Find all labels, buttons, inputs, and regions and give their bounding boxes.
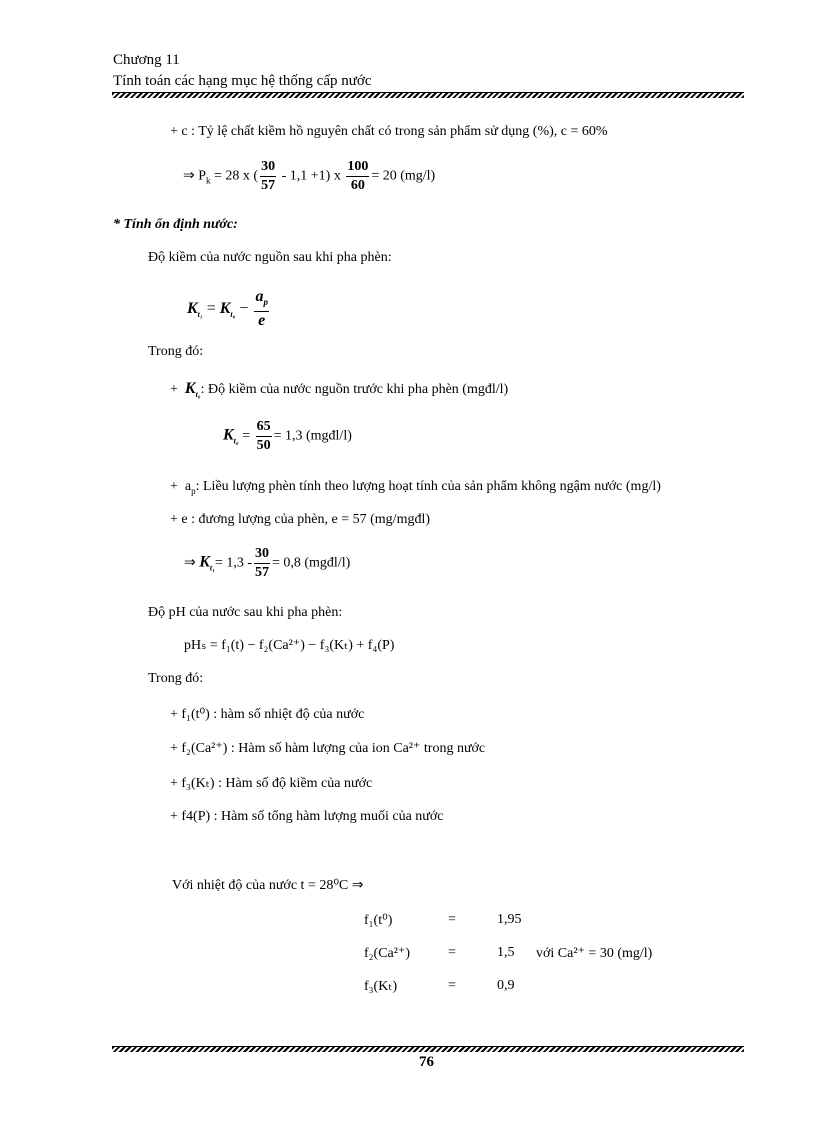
- kt0-calculation: $K_{t_0}$ = $\frac{65}{50}$ = 1,3 (mgđl/l): [223, 419, 352, 453]
- value-val: 0,9: [497, 978, 515, 993]
- kt1-result: = 0,8 (mgđl/l): [271, 555, 351, 571]
- value-note: với Ca²⁺ = 30 (mg/l): [536, 946, 653, 961]
- k-num-sub: p: [263, 297, 268, 308]
- kt1-num: 30: [254, 545, 270, 564]
- kt0-description: + $K_{t_0}$: Độ kiềm của nước nguồn trước khi pha phèn (mgđl/l): [170, 380, 509, 399]
- pk-formula: [183, 158, 435, 195]
- value-name: f₂(Ca²⁺): [364, 946, 411, 961]
- where-label-2: Trong đó:: [148, 671, 204, 686]
- kt1-den: 57: [254, 565, 269, 580]
- kt0-fraction: [256, 418, 272, 455]
- k-eq: =: [202, 299, 220, 317]
- k-lhs: K: [187, 299, 198, 317]
- f-list-item: + f₃(Kₜ) : Hàm số độ kiềm của nước: [170, 776, 373, 791]
- chapter-label: Chương 11: [113, 52, 180, 68]
- f-list-item: + f₂(Ca²⁺) : Hàm số hàm lượng của ion Ca²⁺ trong nước: [170, 741, 486, 756]
- value-val: 1,5: [497, 945, 515, 960]
- header-divider: [112, 92, 744, 98]
- kt0-calc-sub: t₀: [233, 436, 239, 446]
- page-number: 76: [419, 1054, 434, 1070]
- kt1-symbol-sub: t₁: [209, 563, 215, 573]
- pk-sub: k: [206, 175, 211, 186]
- kt0-calc-symbol: K: [223, 426, 234, 444]
- value-eq: =: [448, 912, 456, 927]
- value-name: f₃(Kₜ): [364, 979, 398, 994]
- value-eq: =: [448, 978, 456, 993]
- kt1-fraction: [254, 545, 270, 582]
- pk-fraction-2: [346, 158, 369, 195]
- k-lhs-sub: t₁: [197, 309, 203, 319]
- alkalinity-intro: Độ kiềm của nước nguồn sau khi pha phèn:: [148, 250, 392, 265]
- f-list-item: + f₁(t⁰) : hàm số nhiệt độ của nước: [170, 707, 365, 722]
- alkalinity-formula: [187, 288, 271, 330]
- where-label-1: Trong đó:: [148, 344, 204, 359]
- pk-frac2-num: 100: [346, 158, 369, 177]
- pk-frac1-num: 30: [260, 158, 276, 177]
- c-description: + c : Tỷ lệ chất kiềm hồ nguyên chất có trong sản phẩm sử dụng (%), c = 60%: [170, 124, 608, 139]
- temperature-line: Với nhiệt độ của nước t = 28⁰C ⇒: [172, 878, 364, 893]
- k-fraction: [254, 288, 269, 330]
- ph-formula: pHₛ = f₁(t) − f₂(Ca²⁺) − f₃(Kₜ) + f₄(P): [184, 638, 395, 653]
- kt0-symbol: K: [184, 380, 196, 397]
- section-title: * Tính ổn định nước:: [113, 217, 238, 232]
- kt0-result: = 1,3 (mgđl/l): [273, 428, 352, 444]
- f-list-item: + f4(P) : Hàm số tổng hàm lượng muối của nước: [170, 809, 444, 824]
- pk-result: = 20 (mg/l): [371, 168, 436, 184]
- kt1-part1: = 1,3 -: [214, 555, 252, 571]
- e-description: + e : đương lượng của phèn, e = 57 (mg/mgđl): [170, 512, 431, 527]
- k-minus: −: [235, 299, 253, 317]
- pk-part2: - 1,1 +1) x: [278, 168, 345, 184]
- kt0-den: 50: [256, 438, 271, 453]
- value-val: 1,95: [497, 912, 522, 927]
- kt0-text: : Độ kiềm của nước nguồn trước khi pha phèn (mgđl/l): [200, 382, 509, 397]
- k-den: e: [258, 312, 266, 330]
- kt0-num: 65: [256, 418, 272, 437]
- pk-frac1-den: 57: [261, 178, 276, 193]
- footer-divider: [112, 1046, 744, 1052]
- pk-part1: = 28 x (: [210, 168, 259, 184]
- value-name: f₁(t⁰): [364, 913, 393, 928]
- chapter-subtitle: Tính toán các hạng mục hệ thống cấp nước: [113, 73, 372, 89]
- pk-prefix: ⇒ P: [183, 168, 207, 184]
- kt0-symbol-sub: t₀: [195, 390, 201, 399]
- kt1-symbol: K: [199, 553, 210, 571]
- ph-intro: Độ pH của nước sau khi pha phèn:: [148, 605, 343, 620]
- k-rhs: K: [219, 299, 231, 317]
- kt1-arrow: ⇒: [184, 555, 196, 571]
- value-eq: =: [448, 945, 456, 960]
- kt1-calculation: [184, 545, 350, 582]
- ap-description: + $a_p$: Liều lượng phèn tính theo lượng hoạt tính của sản phẩm không ngậm nước (mg/l): [170, 479, 661, 496]
- k-num: a: [255, 288, 264, 305]
- pk-frac2-den: 60: [350, 178, 365, 193]
- k-rhs-sub: t₀: [230, 309, 236, 319]
- pk-fraction-1: [260, 158, 276, 195]
- ap-text: : Liều lượng phèn tính theo lượng hoạt tính của sản phẩm không ngậm nước (mg/l): [195, 479, 661, 494]
